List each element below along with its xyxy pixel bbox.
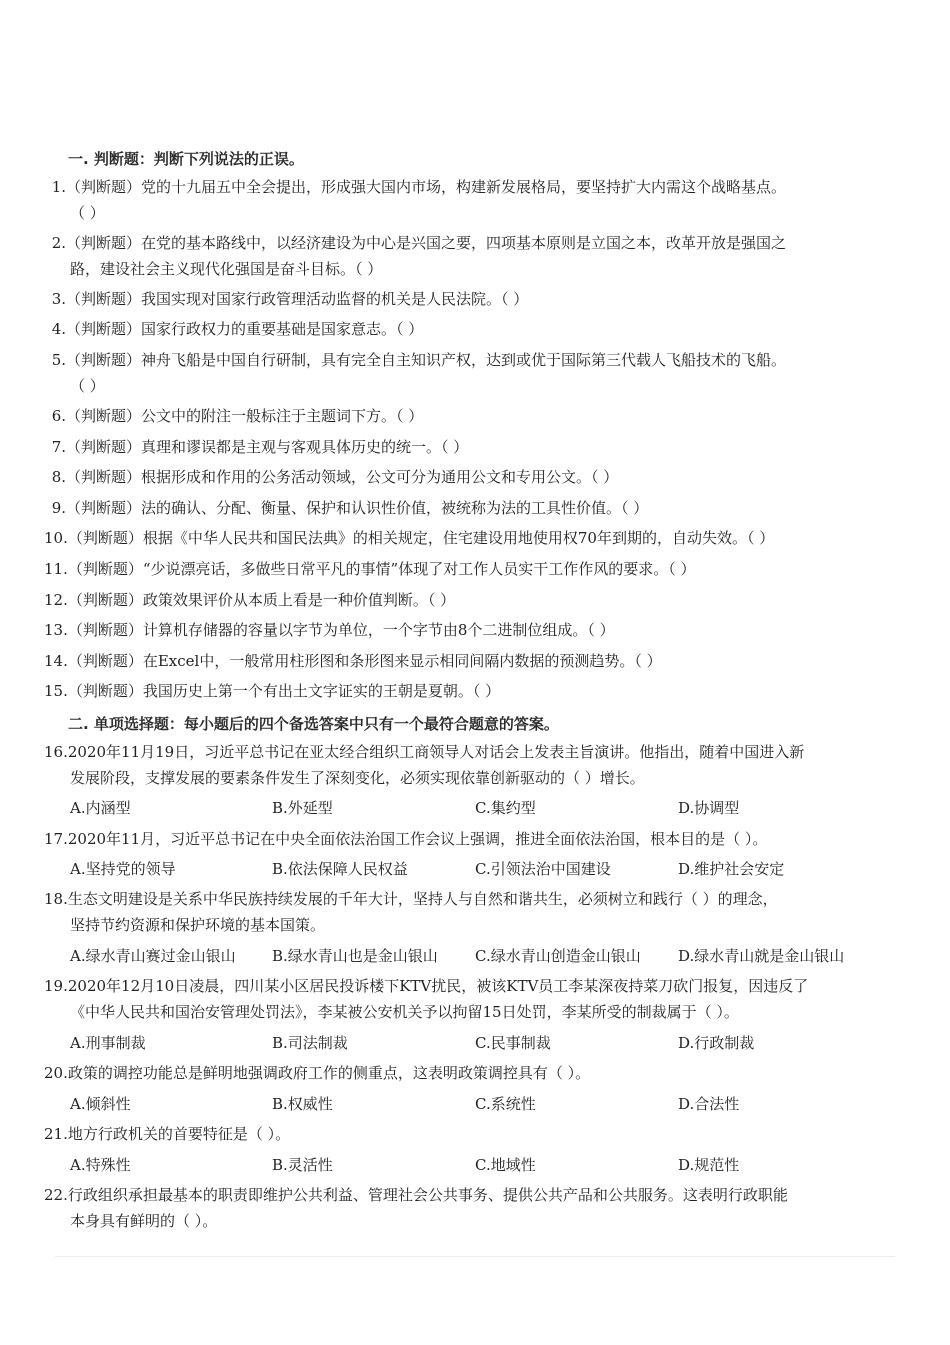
question-text: （判断题）在Excel中，一般常用柱形图和条形图来显示相同间隔内数据的预测趋势。（ ）: [67, 652, 662, 670]
option-d: D.行政制裁: [678, 1034, 755, 1052]
question-text-cont: （ ）: [70, 204, 105, 222]
question-7: [44, 434, 884, 460]
page-divider: [55, 1256, 895, 1257]
section-title-judge: 一. 判断题：判断下列说法的正误。: [68, 150, 304, 168]
question-15: [44, 678, 884, 704]
question-text: 2020年11月19日，习近平总书记在亚太经合组织工商领导人对话会上发表主旨演讲。他指出，随着中国进入新: [67, 743, 805, 761]
question-number: 2.: [51, 234, 66, 252]
question-number: 17.: [44, 830, 68, 848]
question-text: （判断题）神舟飞船是中国自行研制，具有完全自主知识产权，达到或优于国际第三代载人飞船技术的飞船。: [66, 351, 787, 369]
question-text-cont: 本身具有鲜明的（ ）。: [70, 1212, 218, 1230]
question-text-cont: （ ）: [70, 377, 105, 395]
question-text: （判断题）计算机存储器的容量以字节为单位，一个字节由8个二进制位组成。（ ）: [67, 621, 615, 639]
question-1: [44, 174, 884, 226]
question-text-cont: 《中华人民共和国治安管理处罚法》，李某被公安机关予以拘留15日处罚，李某所受的制裁属于（ ）。: [70, 1003, 739, 1021]
option-c: C.地域性: [475, 1156, 536, 1174]
question-text: （判断题）公文中的附注一般标注于主题词下方。（ ）: [66, 407, 424, 425]
question-5: [44, 347, 884, 399]
question-3: [44, 286, 884, 312]
option-a: A.坚持党的领导: [70, 860, 176, 878]
question-17: [44, 826, 884, 852]
question-number: 16.: [44, 743, 68, 761]
option-c: C.绿水青山创造金山银山: [475, 947, 641, 965]
question-number: 22.: [44, 1186, 68, 1204]
question-number: 14.: [44, 652, 68, 670]
question-text-cont: 坚持节约资源和保护环境的基本国策。: [70, 916, 326, 934]
option-d: D.绿水青山就是金山银山: [678, 947, 845, 965]
question-number: 21.: [44, 1125, 68, 1143]
option-d: D.合法性: [678, 1095, 740, 1113]
question-text: 2020年12月10日凌晨，四川某小区居民投诉楼下KTV扰民，被该KTV员工李某深夜持菜刀砍门报复，因违反了: [67, 977, 809, 995]
question-9: [44, 495, 884, 521]
question-21: [44, 1121, 884, 1147]
question-number: 4.: [51, 320, 66, 338]
question-text: （判断题）国家行政权力的重要基础是国家意志。（ ）: [66, 320, 424, 338]
question-12: [44, 587, 884, 613]
option-a: A.特殊性: [70, 1156, 131, 1174]
question-text: 政策的调控功能总是鲜明地强调政府工作的侧重点，这表明政策调控具有（ ）。: [67, 1064, 591, 1082]
question-4: [44, 316, 884, 342]
option-d: D.维护社会安定: [678, 860, 785, 878]
question-number: 11.: [44, 560, 68, 578]
question-11: [44, 556, 884, 582]
question-number: 6.: [51, 407, 66, 425]
question-text: （判断题）我国历史上第一个有出土文字证实的王朝是夏朝。（ ）: [67, 682, 501, 700]
option-a: A.刑事制裁: [70, 1034, 146, 1052]
question-text: （判断题）真理和谬误都是主观与客观具体历史的统一。（ ）: [66, 438, 469, 456]
question-20: [44, 1060, 884, 1086]
question-19: [44, 973, 884, 1025]
option-b: B.绿水青山也是金山银山: [272, 947, 438, 965]
question-number: 8.: [51, 468, 66, 486]
question-8: [44, 464, 884, 490]
question-text-cont: 发展阶段，支撑发展的要素条件发生了深刻变化，必须实现依靠创新驱动的（ ）增长。: [70, 769, 645, 787]
question-number: 18.: [44, 890, 68, 908]
option-b: B.依法保障人民权益: [272, 860, 408, 878]
option-a: A.内涵型: [70, 799, 131, 817]
question-number: 9.: [51, 499, 66, 517]
question-18: [44, 886, 884, 938]
option-b: B.外延型: [272, 799, 333, 817]
question-number: 10.: [44, 529, 68, 547]
option-c: C.系统性: [475, 1095, 536, 1113]
question-text: 行政组织承担最基本的职责即维护公共利益、管理社会公共事务、提供公共产品和公共服务。这表明行政职能: [67, 1186, 788, 1204]
question-number: 7.: [51, 438, 66, 456]
option-c: C.民事制裁: [475, 1034, 551, 1052]
question-number: 20.: [44, 1064, 68, 1082]
question-text: 生态文明建设是关系中华民族持续发展的千年大计，坚持人与自然和谐共生，必须树立和践行（ ）的理念，: [67, 890, 778, 908]
option-c: C.引领法治中国建设: [475, 860, 611, 878]
section-title-choice: 二. 单项选择题：每小题后的四个备选答案中只有一个最符合题意的答案。: [68, 715, 559, 733]
question-10: [44, 525, 884, 551]
question-number: 1.: [51, 178, 66, 196]
question-13: [44, 617, 884, 643]
question-text: （判断题）政策效果评价从本质上看是一种价值判断。（ ）: [67, 591, 456, 609]
option-c: C.集约型: [475, 799, 536, 817]
question-text: （判断题）根据《中华人民共和国民法典》的相关规定，住宅建设用地使用权70年到期的，自动失效。（ ）: [67, 529, 775, 547]
question-number: 12.: [44, 591, 68, 609]
option-d: D.协调型: [678, 799, 740, 817]
question-number: 15.: [44, 682, 68, 700]
option-b: B.权威性: [272, 1095, 333, 1113]
question-text: （判断题）在党的基本路线中，以经济建设为中心是兴国之要，四项基本原则是立国之本，改革开放是强国之: [66, 234, 787, 252]
question-6: [44, 403, 884, 429]
question-number: 13.: [44, 621, 68, 639]
question-text: （判断题）我国实现对国家行政管理活动监督的机关是人民法院。（ ）: [66, 290, 529, 308]
question-text: 地方行政机关的首要特征是（ ）。: [67, 1125, 291, 1143]
question-16: [44, 739, 884, 791]
option-a: A.倾斜性: [70, 1095, 131, 1113]
option-a: A.绿水青山赛过金山银山: [70, 947, 236, 965]
option-b: B.灵活性: [272, 1156, 333, 1174]
question-text: （判断题）法的确认、分配、衡量、保护和认识性价值，被统称为法的工具性价值。（ ）: [66, 499, 649, 517]
question-number: 19.: [44, 977, 68, 995]
question-text: （判断题）党的十九届五中全会提出，形成强大国内市场，构建新发展格局，要坚持扩大内需这个战略基点。: [66, 178, 787, 196]
question-number: 3.: [51, 290, 66, 308]
question-2: [44, 230, 884, 282]
question-text: （判断题）根据形成和作用的公务活动领域，公文可分为通用公文和专用公文。（ ）: [66, 468, 619, 486]
question-14: [44, 648, 884, 674]
question-text: （判断题）“少说漂亮话，多做些日常平凡的事情”体现了对工作人员实干工作作风的要求。（ ）: [67, 560, 696, 578]
option-d: D.规范性: [678, 1156, 740, 1174]
question-text-cont: 路，建设社会主义现代化强国是奋斗目标。（ ）: [70, 260, 383, 278]
question-22: [44, 1182, 884, 1234]
question-number: 5.: [51, 351, 66, 369]
option-b: B.司法制裁: [272, 1034, 348, 1052]
question-text: 2020年11月，习近平总书记在中央全面依法治国工作会议上强调，推进全面依法治国，根本目的是（ ）。: [67, 830, 768, 848]
